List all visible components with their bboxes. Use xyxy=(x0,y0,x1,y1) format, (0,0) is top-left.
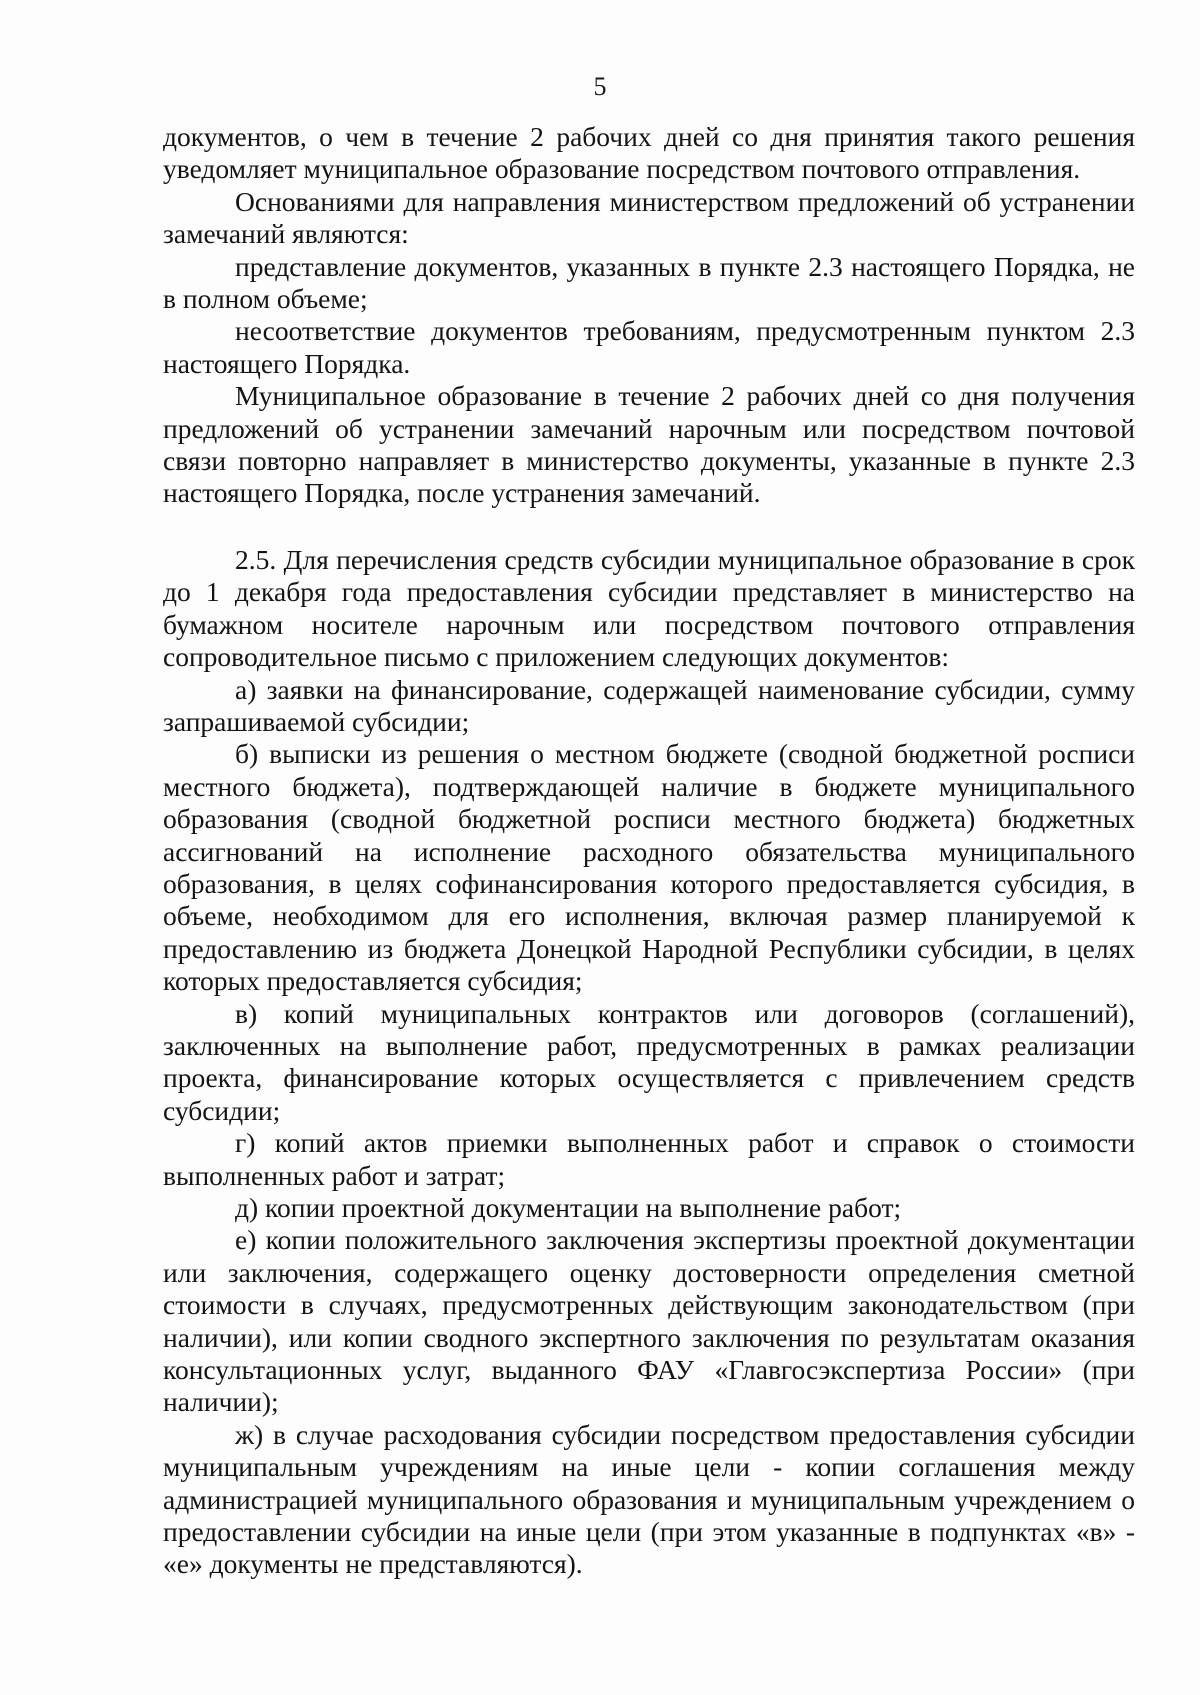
page-number: 5 xyxy=(593,72,607,101)
paragraph-item-d: д) копии проектной документации на выполнение работ; xyxy=(235,1192,902,1223)
paragraph-grounds-intro: Основаниями для направления министерством предложений об устранении замечаний являются: xyxy=(163,185,1135,250)
paragraph-item-g: г) копий актов приемки выполненных работ и справок о стоимости выполненных работ и затрат; xyxy=(163,1127,1135,1191)
paragraph-ground-incomplete: представление документов, указанных в пункте 2.3 настоящего Порядка, не в полном объеме; xyxy=(163,250,1135,315)
paragraph-continuation: документов, о чем в течение 2 рабочих дней со дня принятия такого решения уведомляет муниципальное образование посредством почтового отправления. xyxy=(163,121,1135,185)
paragraph-item-v: в) копий муниципальных контрактов или договоров (соглашений), заключенных на выполнение работ, предусмотренных в рамках реализации проекта, финансирование которых осуществляется с привлечением средств субсидии; xyxy=(163,997,1135,1126)
paragraph-resubmission: Муниципальное образование в течение 2 рабочих дней со дня получения предложений об устранении замечаний нарочным или посредством почтовой связи повторно направляет в министерство документы, указанные в пункте 2.3 настоящего Порядка, после устранения замечаний. xyxy=(163,380,1135,509)
paragraph-item-a: а) заявки на финансирование, содержащей наименование субсидии, сумму запрашиваемой субсидии; xyxy=(163,673,1135,737)
paragraph-item-e: е) копии положительного заключения экспертизы проектной документации или заключения, содержащего оценку достоверности определения сметной стоимости в случаях, предусмотренных действующим законодательством (при наличии), или копии сводного экспертного заключения по результатам оказания консультационных услуг, выданного ФАУ «Главгосэкспертиза России» (при наличии); xyxy=(163,1224,1135,1418)
paragraph-clause-2-5: 2.5. Для перечисления средств субсидии муниципальное образование в срок до 1 декабря года предоставления субсидии представляет в министерство на бумажном носителе нарочным или посредством почтового отправления сопроводительное письмо с приложением следующих документов: xyxy=(163,543,1135,673)
paragraph-item-zh: ж) в случае расходования субсидии посредством предоставления субсидии муниципальным учреждениям на иные цели - копии соглашения между администрацией муниципального образования и муниципальным учреждением о предоставлении субсидии на иные цели (при этом указанные в подпунктах «в» - «е» документы не представляются). xyxy=(163,1418,1135,1580)
paragraph-ground-noncompliance: несоответствие документов требованиям, предусмотренным пунктом 2.3 настоящего Порядка. xyxy=(163,315,1135,379)
paragraph-item-b: б) выписки из решения о местном бюджете (сводной бюджетной росписи местного бюджета), подтверждающей наличие в бюджете муниципального образования (сводной бюджетной росписи местного бюджета) бюджетных ассигнований на исполнение расходного обязательства муниципального образования, в целях софинансирования которого предоставляется субсидия, в объеме, необходимом для его исполнения, включая размер планируемой к предоставлению из бюджета Донецкой Народной Республики субсидии, в целях которых предоставляется субсидия; xyxy=(163,738,1135,997)
document-body xyxy=(163,121,1135,1581)
